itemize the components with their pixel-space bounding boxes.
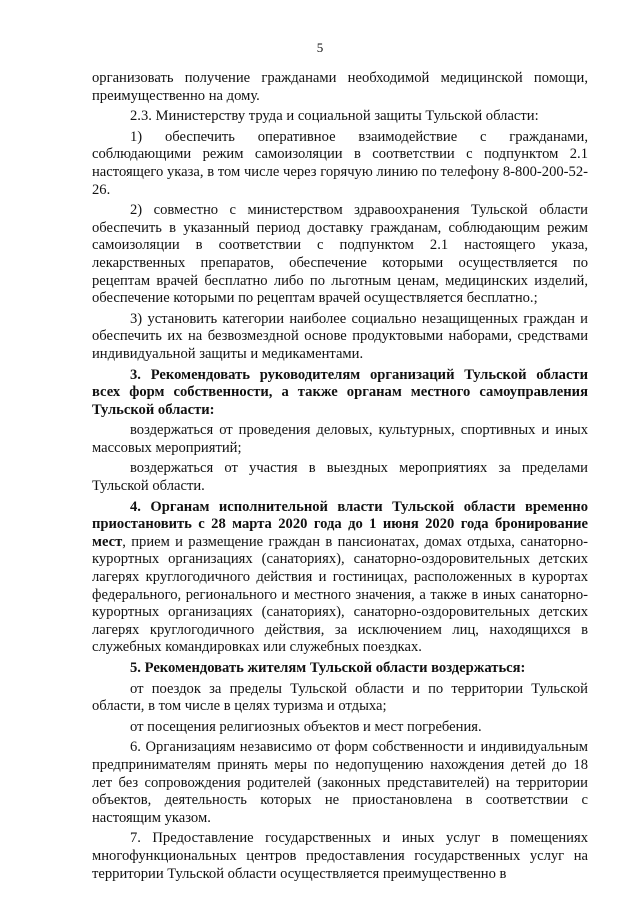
paragraph-medical-help: организовать получение гражданами необходимой медицинской помощи, преимущественно на дому. (92, 70, 588, 104)
paragraph-3-item-1: воздержаться от проведения деловых, культурных, спортивных и иных массовых мероприятий; (92, 422, 588, 456)
paragraph-5-item-2: от посещения религиозных объектов и мест погребения. (130, 718, 482, 735)
paragraph-5-heading: 5. Рекомендовать жителям Тульской области воздержаться: (130, 660, 526, 676)
paragraph-2-3-1: 1) обеспечить оперативное взаимодействие с гражданами, соблюдающими режим самоизоляции в соответствии с подпунктом 2.1 настоящего указа, в том числе через горячую линию по телефону 8-800-200-52-26. (92, 128, 588, 198)
paragraph-2-3-3: 3) установить категории наиболее социально незащищенных граждан и обеспечить их на безвозмездной основе продуктовыми наборами, средствами индивидуальной защиты и медикаментами. (92, 310, 588, 362)
paragraph-5-item-1: от поездок за пределы Тульской области и по территории Тульской области, в том числе в целях туризма и отдыха; (92, 680, 588, 715)
paragraph-4-bold: 4. Органам исполнительной власти Тульской области временно приостановить с 28 марта 2020 года до 1 июня 2020 года бронирование мест (92, 498, 588, 550)
paragraph-4 (92, 499, 588, 657)
paragraph-3-heading: 3. Рекомендовать руководителям организаций Тульской области всех форм собственности, а также органам местного самоуправления Тульской области: (92, 366, 588, 418)
paragraph-7: 7. Предоставление государственных и иных услуг в помещениях многофункциональных центров предоставления государственных услуг на территории Тульской области осуществляется преимущественно в (92, 830, 588, 882)
page-number: 5 (316, 40, 324, 55)
document-body (92, 70, 588, 886)
paragraph-4-rest: , прием и размещение граждан в пансионатах, домах отдыха, санаторно-курортных организациях (санаториях), санаторно-оздоровительных детских лагерях круглогодичного действия и гостиницах, расположенных в курортах федерального, регионального и местного значения, а также в иных санаторно-курортных организациях (санаториях), санаторно-оздоровительных детских лагерях круглогодичного действия, за исключением лиц, находящихся в служебных командировках или служебных поездках. (92, 533, 588, 656)
paragraph-2-3-2: 2) совместно с министерством здравоохранения Тульской области обеспечить в указанный период доставку гражданам, соблюдающим режим самоизоляции в соответствии с подпунктом 2.1 настоящего указа, лекарственных препаратов, обеспечение которыми осуществляется по рецептам врачей бесплатно либо по льготным ценам, медицинских изделий, обеспечение которыми по рецептам врачей осуществляется бесплатно.; (92, 202, 588, 307)
paragraph-6: 6. Организациям независимо от форм собственности и индивидуальным предпринимателям принять меры по недопущению нахождения детей до 18 лет без сопровождения родителей (законных представителей) на территории объектов, деятельность которых не приостановлена в соответствии с настоящим указом. (92, 739, 588, 826)
paragraph-2-3-heading: 2.3. Министерству труда и социальной защиты Тульской области: (130, 108, 539, 125)
paragraph-3-item-2: воздержаться от участия в выездных мероприятиях за пределами Тульской области. (92, 460, 588, 495)
